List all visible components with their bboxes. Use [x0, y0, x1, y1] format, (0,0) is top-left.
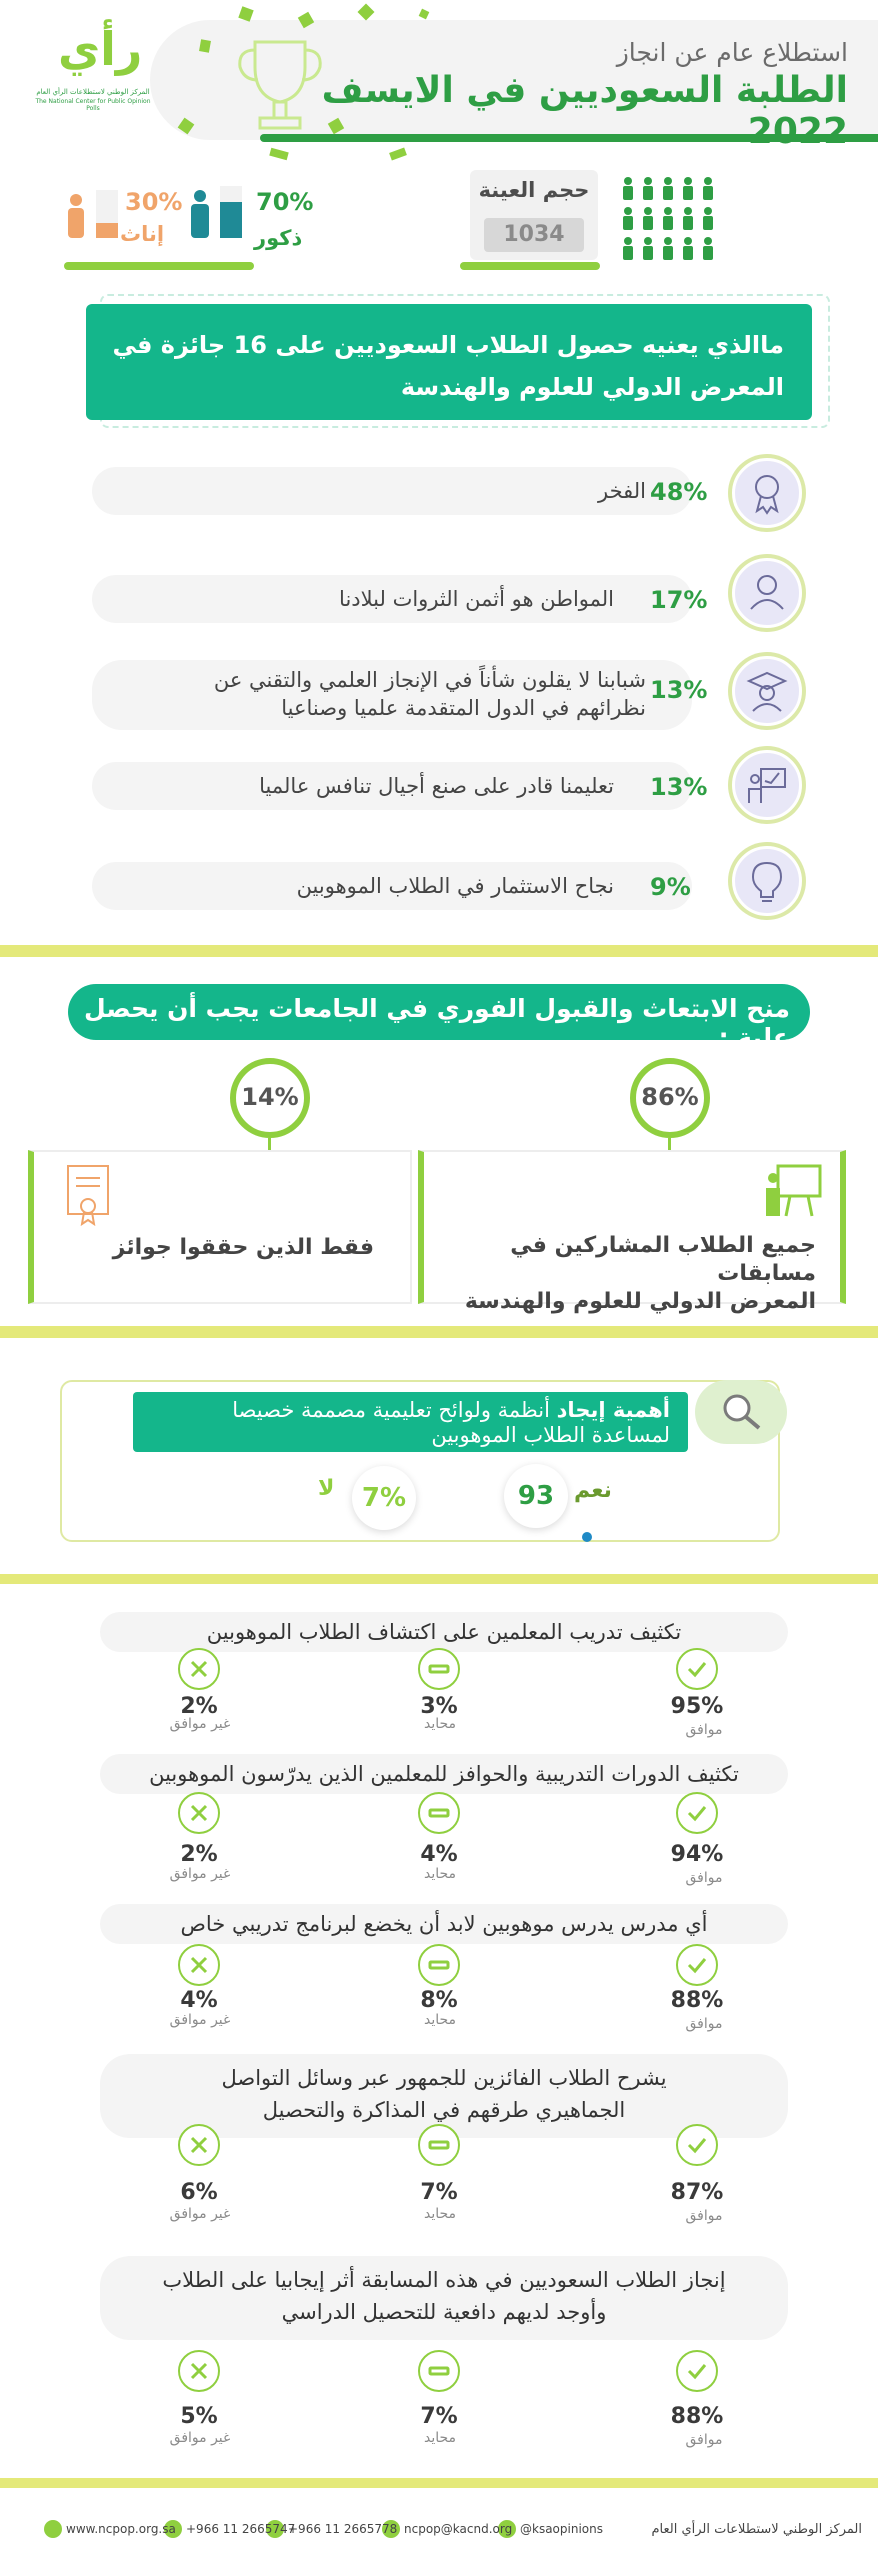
meaning-row	[92, 862, 692, 910]
female-bar-fill	[96, 223, 118, 238]
person-icon	[732, 558, 802, 628]
cross-icon	[178, 2350, 220, 2392]
statement-row	[100, 2256, 788, 2340]
disagree-label: غير موافق	[169, 1866, 231, 1882]
agree-percent: 95%	[670, 1694, 724, 1719]
header-title-line2: الطلبة السعوديين في الايسف 2022	[321, 70, 848, 152]
check-icon	[676, 2350, 718, 2392]
neutral-label: محايد	[423, 2012, 457, 2028]
sample-size-box	[470, 170, 598, 260]
importance-title-rest: أنظمة ولوائح تعليمية مصممة خصيصا	[232, 1398, 550, 1422]
statement-text: أي مدرس يدرس موهوبين لابد أن يخضع لبرنامج تدريبي خاص	[180, 1912, 708, 1936]
meaning-percent: 13%	[650, 676, 708, 704]
no-value: 7%	[352, 1466, 416, 1530]
statement-text-line2: وأوجد لديهم دافعية للتحصيل الدراسي	[281, 2300, 607, 2324]
footer-org: المركز الوطني لاستطلاعات الرأي العام	[651, 2522, 862, 2537]
logo-subtitle: المركز الوطني لاستطلاعات الرأي العام	[36, 88, 150, 96]
meaning-percent: 13%	[650, 773, 708, 801]
meaning-text	[86, 666, 646, 722]
option-all-line1: جميع الطلاب المشاركين في مسابقات	[510, 1233, 816, 1286]
neutral-percent: 8%	[420, 1988, 458, 2013]
section-separator	[0, 945, 878, 957]
disagree-percent: 2%	[180, 1842, 218, 1867]
statement-text-line1: يشرح الطلاب الفائزين للجمهور عبر وسائل التواصل	[221, 2066, 667, 2090]
disagree-label: غير موافق	[169, 1716, 231, 1732]
section-separator	[0, 1574, 878, 1584]
agree-percent: 88%	[670, 1988, 724, 2013]
check-icon	[676, 1792, 718, 1834]
cross-icon	[178, 1792, 220, 1834]
disagree-percent: 6%	[180, 2180, 218, 2205]
meaning-row	[92, 467, 692, 515]
graduate-icon	[732, 656, 802, 726]
gender-underline	[64, 262, 254, 270]
search-icon	[719, 1390, 765, 1434]
yes-value: 93	[504, 1464, 568, 1528]
neutral-percent: 7%	[420, 2404, 458, 2429]
statement-text-line1: إنجاز الطلاب السعوديين في هذه المسابقة أثر إيجابيا على الطلاب	[162, 2268, 726, 2292]
agree-label: موافق	[685, 2208, 723, 2224]
meaning-text: تعليمنا قادر على صنع أجيال تنافس عالميا	[259, 774, 614, 798]
importance-title-line2: لمساعدة الطلاب الموهوبين	[431, 1423, 670, 1447]
female-label: إناث	[120, 222, 165, 246]
question1-banner	[86, 304, 812, 420]
neutral-icon	[418, 1792, 460, 1834]
meaning-text: نجاح الاستثمار في الطلاب الموهوبين	[296, 874, 614, 898]
disagree-label: غير موافق	[169, 2012, 231, 2028]
footer-phone1: +966 11 2665778	[288, 2522, 398, 2536]
agree-label: موافق	[685, 2016, 723, 2032]
confetti	[358, 4, 375, 21]
disagree-percent: 5%	[180, 2404, 218, 2429]
neutral-percent: 4%	[420, 1842, 458, 1867]
globe-icon	[44, 2520, 62, 2538]
question1-line2: المعرض الدولي للعلوم والهندسة	[400, 373, 784, 401]
certificate-icon	[64, 1162, 112, 1226]
meaning-text: المواطن هو أثمن الثروات لبلادنا	[339, 587, 614, 611]
agree-percent: 94%	[670, 1842, 724, 1867]
neutral-label: محايد	[423, 1866, 457, 1882]
logo	[28, 22, 158, 112]
section-separator	[0, 1326, 878, 1338]
teacher-board-icon	[732, 750, 802, 820]
search-icon-bg	[695, 1380, 787, 1444]
statement-text	[100, 2264, 788, 2328]
confetti	[199, 39, 211, 53]
option-all-percent: 86%	[641, 1083, 699, 1111]
yes-label: نعم	[574, 1478, 612, 1503]
female-percent: 30%	[125, 188, 183, 216]
importance-title-bold: أهمية إيجاد	[556, 1398, 670, 1422]
disagree-label: غير موافق	[169, 2430, 231, 2446]
statement-text	[100, 2062, 788, 2126]
option-all-line2: المعرض الدولي للعلوم والهندسة	[464, 1289, 816, 1314]
meaning-percent: 9%	[650, 873, 691, 901]
scholarship-title: منح الابتعاث والقبول الفوري في الجامعات يجب أن يحصل علية :	[84, 994, 790, 1052]
footer-website[interactable]: www.ncpop.org.sa	[66, 2522, 176, 2536]
disagree-percent: 4%	[180, 1988, 218, 2013]
sample-underline	[460, 262, 600, 270]
meaning-text-line1: شبابنا لا يقلون شأناً في الإنجاز العلمي والتقني عن	[213, 668, 646, 692]
header-title-line1: استطلاع عام عن انجاز	[616, 38, 848, 67]
neutral-icon	[418, 2350, 460, 2392]
male-label: ذكور	[254, 226, 303, 250]
neutral-icon	[418, 2124, 460, 2166]
cross-icon	[178, 2124, 220, 2166]
footer-email[interactable]: ncpop@kacnd.org	[404, 2522, 513, 2536]
option-all-text	[416, 1232, 816, 1316]
neutral-percent: 7%	[420, 2180, 458, 2205]
statement-text-line2: الجماهيري طرقهم في المذاكرة والتحصيل	[262, 2098, 626, 2122]
confetti	[419, 9, 430, 20]
footer	[0, 2500, 878, 2560]
statement-text: تكثيف الدورات التدريبية والحوافز للمعلمين الذين يدرّسون الموهوبين	[149, 1762, 739, 1786]
statement-row	[100, 1612, 788, 1652]
agree-percent: 87%	[670, 2180, 724, 2205]
people-grid-icon	[620, 176, 730, 266]
presenter-board-icon	[764, 1162, 824, 1218]
cross-icon	[178, 1648, 220, 1690]
importance-title	[130, 1398, 670, 1448]
statement-text: تكثيف تدريب المعلمين على اكتشاف الطلاب الموهوبين	[206, 1620, 682, 1644]
sample-size-label: حجم العينة	[478, 178, 590, 202]
statement-row	[100, 1904, 788, 1944]
lightbulb-icon	[732, 846, 802, 916]
neutral-icon	[418, 1944, 460, 1986]
option-winners-percent-badge	[230, 1058, 310, 1138]
meaning-row	[92, 575, 692, 623]
option-winners-percent: 14%	[241, 1083, 299, 1111]
meaning-text-line2: نظرائهم في الدول المتقدمة علميا وصناعيا	[281, 696, 646, 720]
male-icon	[188, 190, 212, 242]
option-all-percent-badge	[630, 1058, 710, 1138]
footer-separator	[0, 2478, 878, 2488]
question1-text	[104, 324, 784, 408]
logo-subtitle-en: The National Center for Public Opinion Polls	[35, 98, 151, 112]
male-percent: 70%	[256, 188, 314, 216]
male-bar-bg	[220, 186, 242, 238]
importance-banner	[133, 1392, 688, 1452]
disagree-label: غير موافق	[169, 2206, 231, 2222]
disagree-percent: 2%	[180, 1694, 218, 1719]
no-label: لا	[318, 1476, 335, 1501]
meaning-percent: 48%	[650, 478, 708, 506]
scholarship-banner	[68, 984, 810, 1052]
female-bar-bg	[96, 190, 118, 238]
check-icon	[676, 1944, 718, 1986]
indicator-dot	[582, 1532, 592, 1542]
agree-label: موافق	[685, 2432, 723, 2448]
option-all-card	[418, 1150, 846, 1314]
neutral-percent: 3%	[420, 1694, 458, 1719]
female-icon	[64, 194, 88, 242]
footer-phone2: +966 11 2665747	[186, 2522, 296, 2536]
option-winners-card	[28, 1150, 412, 1304]
meaning-row	[92, 762, 692, 810]
check-icon	[676, 2124, 718, 2166]
cross-icon	[178, 1944, 220, 1986]
question1-line1: ماالذي يعنيه حصول الطلاب السعوديين على 16 جائزة في	[112, 331, 784, 359]
sample-size-value: 1034	[484, 218, 584, 252]
footer-twitter[interactable]: @ksaopinions	[520, 2522, 603, 2536]
male-bar-fill	[220, 202, 242, 238]
agree-label: موافق	[685, 1722, 723, 1738]
meaning-row	[92, 660, 692, 730]
meaning-text: الفخر	[598, 479, 646, 503]
agree-label: موافق	[685, 1870, 723, 1886]
neutral-icon	[418, 1648, 460, 1690]
neutral-label: محايد	[423, 1716, 457, 1732]
logo-text: رأي	[58, 22, 143, 76]
statement-row	[100, 1754, 788, 1794]
meaning-percent: 17%	[650, 586, 708, 614]
option-winners-text: فقط الذين حققوا جوائز	[112, 1235, 374, 1260]
neutral-label: محايد	[423, 2206, 457, 2222]
check-icon	[676, 1648, 718, 1690]
agree-percent: 88%	[670, 2404, 724, 2429]
medal-icon	[732, 458, 802, 528]
neutral-label: محايد	[423, 2430, 457, 2446]
